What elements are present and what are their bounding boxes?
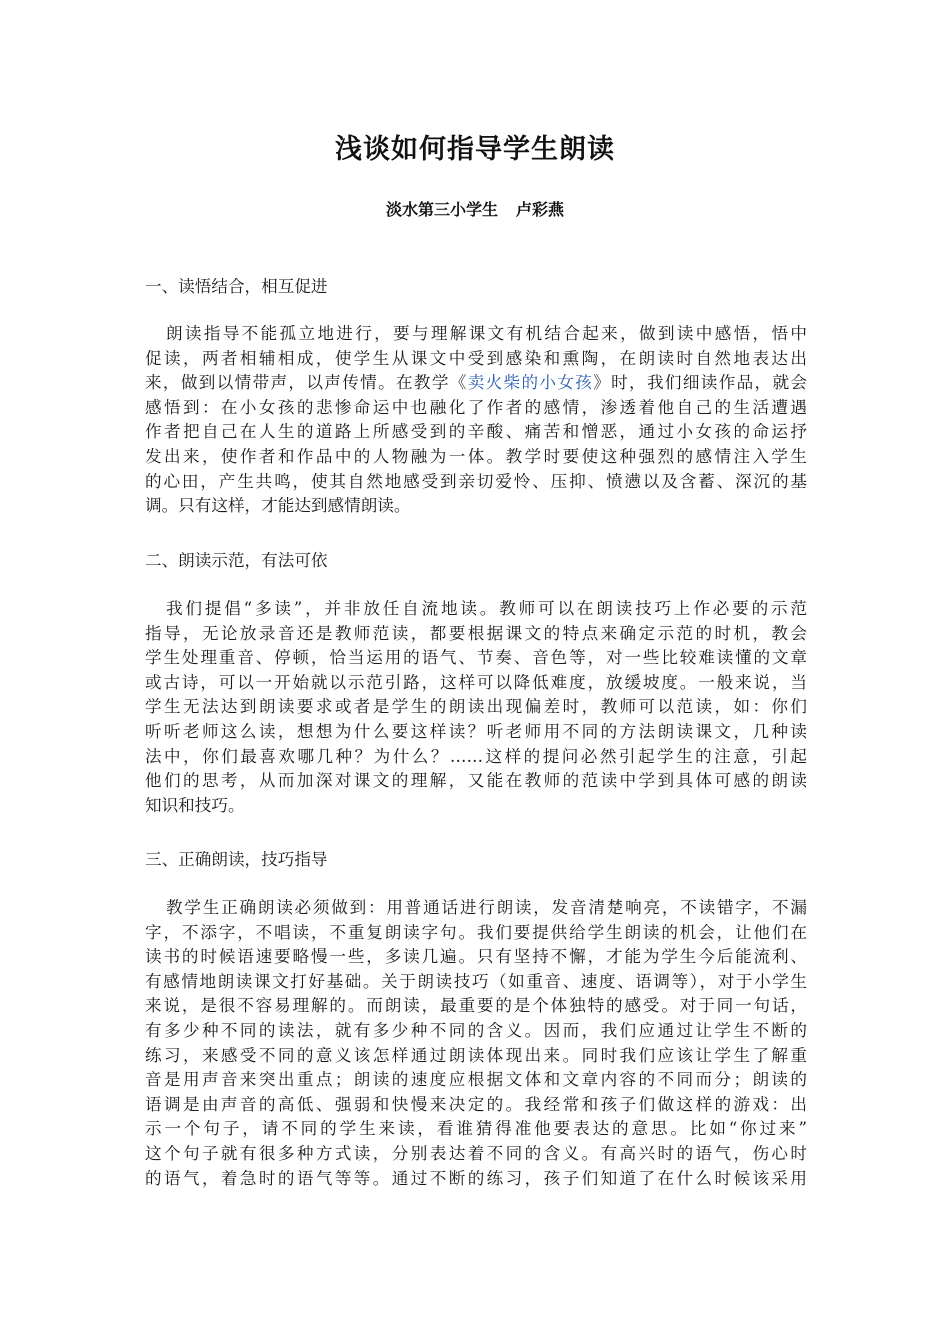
paragraph-line: 我们提倡“多读”，并非放任自流地读。教师可以在朗读技巧上作必要的示范 [166, 599, 807, 618]
paragraph-line: 感悟到：在小女孩的悲惨命运中也融化了作者的感情，渗透着他自己的生活遭遇 [145, 397, 807, 417]
text-run: 》时，我们细读作品，就会 [593, 373, 807, 393]
text-run: 来，做到以情带声，以声传情。在教学《 [145, 373, 468, 393]
paragraph-line: 的心田，产生共鸣，使其自然地感受到亲切爱怜、压抑、愤懑以及含蓄、深沉的基 [145, 471, 807, 491]
paragraph-line: 字，不添字，不唱读，不重复朗读字句。我们要提供给学生朗读的机会，让他们在 [145, 922, 807, 942]
paragraph-line: 有感情地朗读课文打好基础。关于朗读技巧（如重音、速度、语调等），对于小学生 [145, 971, 807, 991]
paragraph-line: 或古诗，可以一开始就以示范引路，这样可以降低难度，放缓坡度。一般来说，当 [145, 672, 807, 692]
paragraph-line: 听听老师这么读，想想为什么要这样读？听老师用不同的方法朗读课文，几种读 [145, 721, 807, 741]
section-heading: 二、朗读示范，有法可依 [145, 551, 328, 570]
paragraph-line: 知识和技巧。 [145, 795, 245, 815]
section-paragraph [145, 322, 807, 519]
paragraph-line: 调。只有这样，才能达到感情朗读。 [145, 496, 411, 516]
paragraph-line: 教学生正确朗读必须做到：用普通话进行朗读，发音清楚响亮，不读错字，不漏 [166, 898, 807, 917]
paragraph-line: 学生无法达到朗读要求或者是学生的朗读出现偏差时，教师可以范读，如：你们 [145, 697, 807, 717]
paragraph-line: 法中，你们最喜欢哪几种？为什么？……这样的提问必然引起学生的注意，引起 [145, 746, 807, 766]
paragraph-line: 他们的思考，从而加深对课文的理解，又能在教师的范读中学到具体可感的朗读 [145, 771, 807, 791]
paragraph-line: 指导，无论放录音还是教师范读，都要根据课文的特点来确定示范的时机，教会 [145, 623, 807, 643]
paragraph-line: 音是用声音来突出重点；朗读的速度应根据文体和文章内容的不同而分；朗读的 [145, 1070, 807, 1090]
paragraph-line: 的语气，着急时的语气等等。通过不断的练习，孩子们知道了在什么时候该采用 [145, 1168, 807, 1188]
paragraph-line: 读书的时候语速要略慢一些，多读几遍。只有坚持不懈，才能为学生今后能流利、 [145, 947, 807, 967]
paragraph-line: 学生处理重音、停顿，恰当运用的语气、节奏、音色等，对一些比较难读懂的文章 [145, 648, 807, 668]
paragraph-line: 练习，来感受不同的意义该怎样通过朗读体现出来。同时我们应该让学生了解重 [145, 1045, 807, 1065]
paragraph-line: 来说，是很不容易理解的。而朗读，最重要的是个体独特的感受。对于同一句话， [145, 996, 807, 1016]
paragraph-line: 示一个句子，请不同的学生来读，看谁猜得准他要表达的意思。比如“你过来” [145, 1119, 807, 1139]
section-heading: 三、正确朗读，技巧指导 [145, 850, 328, 869]
author-school: 淡水第三小学生 [385, 200, 498, 219]
paragraph-line: 发出来，使作者和作品中的人物融为一体。教学时要使这种强烈的感情注入学生 [145, 446, 807, 466]
paragraph-line: 这个句子就有很多种方式读，分别表达着不同的含义。有高兴时的语气，伤心时 [145, 1143, 807, 1163]
section-paragraph [145, 896, 807, 1191]
paragraph-line: 有多少种不同的读法，就有多少种不同的含义。因而，我们应通过让学生不断的 [145, 1020, 807, 1040]
section-paragraph [145, 597, 807, 818]
page-title: 浅谈如何指导学生朗读 [335, 134, 615, 165]
paragraph-line: 作者把自己在人生的道路上所感受到的辛酸、痛苦和憎恶，通过小女孩的命运抒 [145, 422, 807, 442]
paragraph-line: 语调是由声音的高低、强弱和快慢来决定的。我经常和孩子们做这样的游戏：出 [145, 1094, 807, 1114]
section-heading: 一、读悟结合，相互促进 [145, 277, 328, 296]
author-line [0, 196, 950, 224]
paragraph-line: 朗读指导不能孤立地进行，要与理解课文有机结合起来，做到读中感悟，悟中 [166, 324, 807, 343]
paragraph-line: 促读，两者相辅相成，使学生从课文中受到感染和熏陶，在朗读时自然地表达出 [145, 348, 807, 368]
paragraph-line [145, 371, 807, 396]
book-title-link[interactable]: 卖火柴的小女孩 [467, 373, 594, 393]
author-name: 卢彩燕 [516, 200, 565, 219]
